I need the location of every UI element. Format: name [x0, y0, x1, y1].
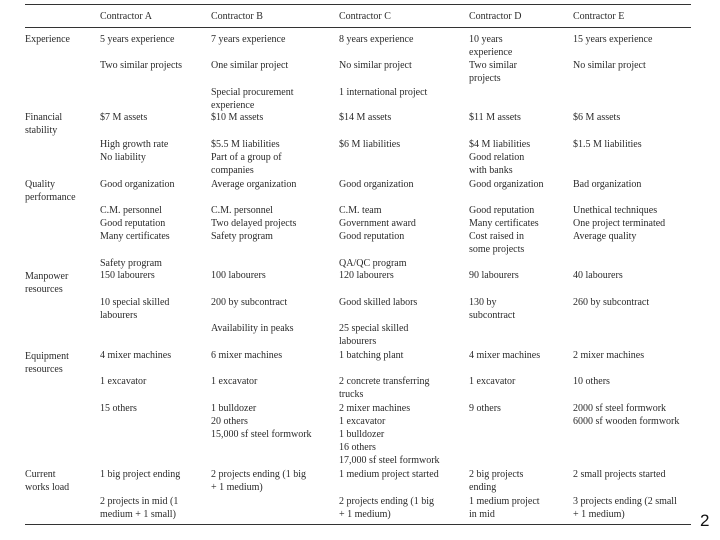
table-cell: 4 mixer machines [469, 350, 541, 361]
header-contractor-d: Contractor D [469, 11, 522, 22]
table-cell: 90 labourers [469, 270, 519, 281]
table-cell: Unethical techniques One project terminated Average quality [573, 205, 666, 242]
table-cell: 10 years experience [469, 34, 513, 58]
table-cell: High growth rate No liability [100, 139, 169, 163]
table-cell: 1 medium project in mid [469, 496, 540, 520]
table-cell: $4 M liabilities Good relation with banks [469, 139, 531, 176]
top-rule [25, 4, 691, 5]
table-cell: 1 excavator [100, 376, 147, 387]
table-cell: 200 by subcontract [211, 297, 288, 308]
table-cell: 25 special skilled labourers [339, 323, 409, 347]
table-cell: 2 small projects started [573, 469, 666, 480]
table-cell: One similar project [211, 60, 289, 71]
table-cell: 150 labourers [100, 270, 155, 281]
table-cell: $7 M assets [100, 112, 148, 123]
table-cell: Good organization [469, 179, 544, 190]
table-cell: 2 concrete transferring trucks [339, 376, 430, 400]
table-cell: $1.5 M liabilities [573, 139, 642, 150]
table-cell: 2 projects ending (1 big + 1 medium) [339, 496, 434, 520]
table-cell: 2000 sf steel formwork 6000 sf wooden formwork [573, 403, 680, 427]
table-cell: 2 projects ending (1 big + 1 medium) [211, 469, 306, 493]
table-cell: Special procurement experience [211, 87, 294, 111]
table-cell: Availability in peaks [211, 323, 294, 334]
table-cell: 1 excavator [469, 376, 516, 387]
header-contractor-a: Contractor A [100, 11, 152, 22]
table-cell: 10 others [573, 376, 610, 387]
table-cell: 2 big projects ending [469, 469, 524, 493]
table-cell: $10 M assets [211, 112, 264, 123]
table-cell: 120 labourers [339, 270, 394, 281]
table-cell: 9 others [469, 403, 501, 414]
table-cell: $6 M assets [573, 112, 621, 123]
table-cell: No similar project [573, 60, 646, 71]
table-cell: 7 years experience [211, 34, 286, 45]
table-cell: $11 M assets [469, 112, 521, 123]
table-cell: 15 others [100, 403, 137, 414]
table-cell: 8 years experience [339, 34, 414, 45]
criterion-equipment: Equipment resources [25, 351, 69, 375]
header-contractor-c: Contractor C [339, 11, 391, 22]
table-cell: 2 mixer machines 1 excavator 1 bulldozer 16 others 17,000 sf steel formwork [339, 403, 440, 466]
header-contractor-b: Contractor B [211, 11, 263, 22]
table-cell: C.M. personnel Two delayed projects Safety program [211, 205, 297, 242]
table-cell: 5 years experience [100, 34, 175, 45]
criterion-experience: Experience [25, 34, 70, 45]
table-cell: 40 labourers [573, 270, 623, 281]
table-cell: Good skilled labors [339, 297, 418, 308]
table-cell: 1 big project ending [100, 469, 181, 480]
table-cell: 130 by subcontract [469, 297, 516, 321]
table-cell: 15 years experience [573, 34, 653, 45]
table-cell: Two similar projects [469, 60, 517, 84]
table-cell: 2 projects in mid (1 medium + 1 small) [100, 496, 179, 520]
table-cell: $5.5 M liabilities Part of a group of companies [211, 139, 282, 176]
table-cell: No similar project [339, 60, 412, 71]
table-cell: Good reputation Many certificates Cost raised in some projects [469, 205, 539, 255]
table-cell: Bad organization [573, 179, 642, 190]
table-cell: 3 projects ending (2 small + 1 medium) [573, 496, 677, 520]
table-cell: 2 mixer machines [573, 350, 645, 361]
header-rule [25, 27, 691, 28]
page-number: 2 [700, 511, 710, 530]
criterion-workload: Current works load [25, 469, 70, 493]
table-cell: $14 M assets [339, 112, 392, 123]
table-cell: Average organization [211, 179, 297, 190]
table-cell: QA/QC program [339, 258, 407, 269]
criterion-quality: Quality performance [25, 179, 76, 203]
criterion-manpower: Manpower resources [25, 271, 69, 295]
table-cell: 260 by subcontract [573, 297, 650, 308]
table-cell: 1 batching plant [339, 350, 404, 361]
criterion-financial: Financial stability [25, 112, 63, 136]
table-cell: 6 mixer machines [211, 350, 283, 361]
header-contractor-e: Contractor E [573, 11, 625, 22]
table-cell: 1 international project [339, 87, 428, 98]
table-cell: Good organization [339, 179, 414, 190]
table-cell: 1 excavator [211, 376, 258, 387]
table-cell: 100 labourers [211, 270, 266, 281]
table-cell: 4 mixer machines [100, 350, 172, 361]
table-cell: 1 bulldozer 20 others 15,000 sf steel formwork [211, 403, 312, 440]
table-cell: Safety program [100, 258, 162, 269]
bottom-rule [25, 524, 691, 525]
table-cell: Good organization [100, 179, 175, 190]
table-cell: $6 M liabilities [339, 139, 401, 150]
table-cell: Two similar projects [100, 60, 183, 71]
table-cell: 1 medium project started [339, 469, 439, 480]
table-cell: C.M. personnel Good reputation Many certificates [100, 205, 170, 242]
table-cell: C.M. team Government award Good reputation [339, 205, 416, 242]
table-cell: 10 special skilled labourers [100, 297, 170, 321]
